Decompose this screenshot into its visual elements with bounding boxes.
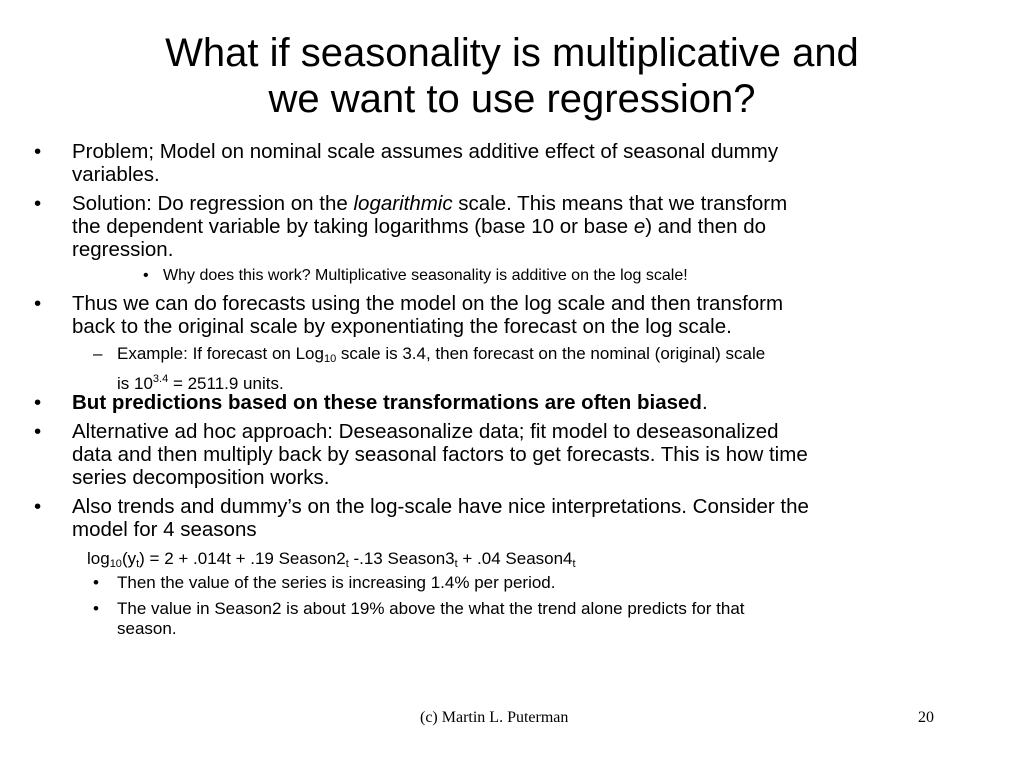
bullet-marker: • xyxy=(93,573,99,592)
subscript: t xyxy=(136,558,140,570)
page-number: 20 xyxy=(918,709,934,726)
text-run: + .04 Season4 xyxy=(457,549,573,568)
bullet-solution-line-3: regression. xyxy=(72,238,174,261)
bullet-marker: • xyxy=(93,599,99,618)
bullet-problem-line-1: Problem; Model on nominal scale assumes additive effect of seasonal dummy xyxy=(72,140,779,163)
bullet-alternative-line-3: series decomposition works. xyxy=(72,466,330,489)
bullet-solution-line-1 xyxy=(72,192,972,215)
subscript: 10 xyxy=(109,558,122,570)
bullet-marker: • xyxy=(34,391,42,414)
text-run: Example: If forecast on Log xyxy=(117,344,324,363)
bullet-trends-line-2: model for 4 seasons xyxy=(72,518,257,541)
text-run: is 10 xyxy=(117,374,153,393)
bullet-problem xyxy=(34,140,972,186)
subscript: t xyxy=(454,558,458,570)
sub-bullet-increasing xyxy=(93,573,967,593)
sub-bullet-season2-line-1: The value in Season2 is about 19% above the what the trend alone predicts for that xyxy=(117,599,745,618)
bullet-marker: • xyxy=(34,140,42,163)
sub-bullet-season2 xyxy=(93,599,967,639)
title-line-1: What if seasonality is multiplicative and xyxy=(165,31,859,75)
emphasis-logarithmic: logarithmic xyxy=(353,192,453,215)
text-run: Solution: Do regression on the xyxy=(72,192,354,215)
regression-formula xyxy=(87,548,576,575)
text-run: ) = 2 + .014t + .19 Season2 xyxy=(139,549,346,568)
subscript: t xyxy=(345,558,349,570)
bold-text: But predictions based on these transformations are often biased xyxy=(72,391,702,414)
bullet-thus xyxy=(34,292,972,338)
footer-author: (c) Martin L. Puterman xyxy=(420,709,569,726)
text-run: -.13 Season3 xyxy=(348,549,455,568)
example-line-1 xyxy=(117,344,967,369)
text-run: the dependent variable by taking logarithms (base 10 or base xyxy=(72,215,634,238)
bullet-trends-line-1: Also trends and dummy’s on the log-scale have nice interpretations. Consider the xyxy=(72,495,809,518)
bullet-marker: • xyxy=(143,267,149,284)
sub-bullet-why-text: Why does this work? Multiplicative seasonality is additive on the log scale! xyxy=(163,267,688,284)
text-run: ) and then do xyxy=(645,215,767,238)
bullet-biased-line xyxy=(72,391,972,414)
bullet-alternative-line-1: Alternative ad hoc approach: Deseasonalize data; fit model to deseasonalized xyxy=(72,420,779,443)
text-run: log xyxy=(87,549,110,568)
sub-bullet-season2-line-2: season. xyxy=(117,619,177,638)
dash-item-example xyxy=(93,344,967,394)
bullet-solution-line-2 xyxy=(72,215,972,238)
text-run: = 2511.9 units. xyxy=(168,374,284,393)
bullet-marker: • xyxy=(34,292,42,315)
title-line-2: we want to use regression? xyxy=(268,77,756,121)
text-run: (y xyxy=(121,549,137,568)
bullet-alternative-line-2: data and then multiply back by seasonal factors to get forecasts. This is how time xyxy=(72,443,808,466)
bullet-thus-line-2: back to the original scale by exponentiating the forecast on the log scale. xyxy=(72,315,732,338)
bullet-solution xyxy=(34,192,972,261)
text-run: scale is 3.4, then forecast on the nominal (original) scale xyxy=(336,344,766,363)
dash-marker: – xyxy=(93,344,103,363)
slide-title xyxy=(0,30,1024,122)
bullet-marker: • xyxy=(34,192,42,215)
superscript: 3.4 xyxy=(152,373,169,385)
emphasis-e: e xyxy=(633,215,646,238)
text-run: scale. This means that we transform xyxy=(452,192,788,215)
bullet-trends xyxy=(34,495,972,541)
sub-bullet-increasing-text: Then the value of the series is increasing 1.4% per period. xyxy=(117,573,556,592)
sub-bullet-why xyxy=(143,266,688,286)
bullet-problem-line-2: variables. xyxy=(72,163,160,186)
bullet-biased xyxy=(34,391,972,414)
text-run: . xyxy=(701,391,708,414)
subscript: t xyxy=(572,558,576,570)
bullet-marker: • xyxy=(34,420,42,443)
bullet-thus-line-1: Thus we can do forecasts using the model on the log scale and then transform xyxy=(72,292,784,315)
bullet-marker: • xyxy=(34,495,42,518)
subscript: 10 xyxy=(323,353,337,365)
bullet-alternative xyxy=(34,420,972,489)
